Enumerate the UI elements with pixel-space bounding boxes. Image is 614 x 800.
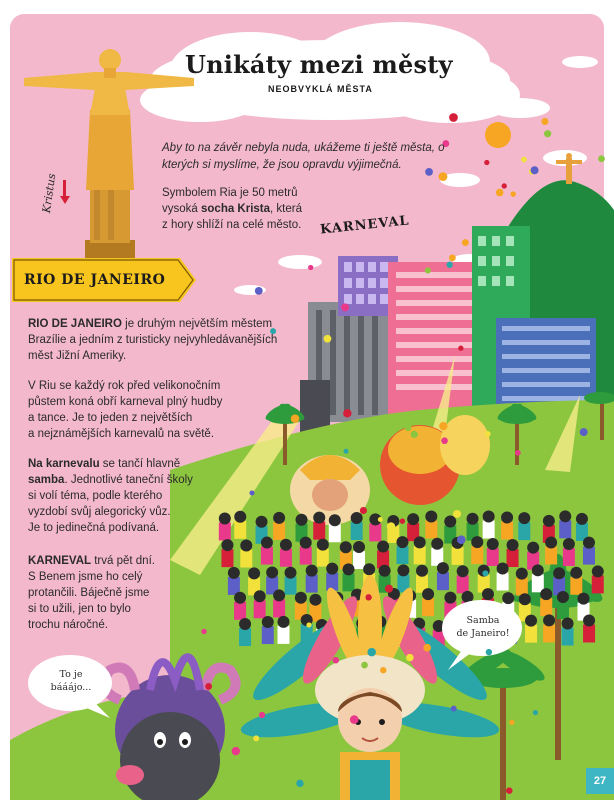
confetti-dot: [385, 585, 393, 593]
p1-line-2: Brazílie a jedním z turisticky nejvyhledávanějších: [28, 334, 278, 346]
crowd-person: [254, 590, 266, 618]
crowd-person: [221, 539, 233, 567]
crowd-person: [425, 511, 437, 539]
crowd-person: [507, 539, 519, 567]
crowd-person: [583, 614, 595, 642]
confetti-dot: [253, 735, 259, 741]
confetti-dot: [232, 747, 240, 755]
confetti-dot: [201, 629, 206, 634]
confetti-dot: [446, 262, 452, 268]
confetti-dot: [365, 594, 371, 600]
speech-bubble-left-text: [40, 668, 102, 694]
confetti-dot: [296, 780, 303, 787]
caption-part: , která: [270, 203, 302, 215]
caption-bold: socha Krista: [201, 203, 271, 215]
crowd-person: [471, 536, 483, 564]
p3-rest-2: . Jednotlivé taneční školy: [64, 474, 193, 486]
crowd-person: [563, 538, 575, 566]
confetti-dot: [482, 570, 488, 576]
p4-rest: trvá pět dní.: [91, 555, 155, 567]
p2-line-3: a tance. Je to jeden z největších: [28, 412, 193, 424]
crowd-person: [377, 541, 389, 569]
crowd-person: [557, 591, 569, 619]
p3-rest-1: se tančí hlavně: [99, 458, 181, 470]
confetti-dot: [533, 710, 538, 715]
crowd-person: [273, 512, 285, 540]
p3-line-3: si volí téma, podle kterého: [28, 490, 163, 502]
p3-line-4: vyzdobí svůj alegorický vůz.: [28, 506, 171, 518]
crowd-person: [261, 537, 273, 565]
statue-caption-line-3: z hory shlíží na celé město.: [162, 219, 302, 231]
p4-line-1: [28, 553, 155, 569]
confetti-dot: [359, 434, 368, 443]
crowd-person: [457, 565, 469, 593]
crowd-person: [285, 567, 297, 595]
confetti-dot: [341, 303, 349, 311]
p3-line-2: [28, 472, 193, 488]
statue-caption-line-1: Symbolem Ria je 50 metrů: [162, 187, 298, 199]
crowd-person: [516, 568, 528, 596]
p2-line-2: půstem koná obří karneval plný hudby: [28, 396, 223, 408]
confetti-dot: [451, 706, 457, 712]
paragraph-1: [28, 316, 277, 364]
p4-line-2: S Benem jsme ho celý: [28, 571, 143, 583]
confetti-dot: [453, 510, 461, 518]
confetti-dot: [531, 166, 539, 174]
crowd-person: [437, 562, 449, 590]
confetti-dot: [380, 667, 386, 673]
kristus-label: Kristus: [40, 172, 59, 214]
crowd-person: [313, 512, 325, 540]
confetti-dot: [515, 450, 521, 456]
crowd-person: [576, 513, 588, 541]
confetti-dot: [306, 622, 311, 627]
confetti-dot: [544, 130, 551, 137]
confetti-dot: [387, 522, 396, 531]
p1-rest: je druhým největším městem: [121, 318, 273, 330]
speech-bubble-right-text: [448, 614, 518, 640]
confetti-dot: [521, 157, 527, 163]
confetti-dot: [255, 287, 263, 295]
p3-bold-2: samba: [28, 474, 65, 486]
confetti-dot: [360, 507, 367, 514]
crowd-person: [396, 536, 408, 564]
paragraph-2: [28, 378, 222, 442]
bubble-right-line-1: Samba: [466, 615, 500, 626]
confetti-dot: [510, 191, 515, 196]
crowd-person: [306, 565, 318, 593]
crowd-person: [553, 567, 565, 595]
p3-line-5: Je to jedinečná podívaná.: [28, 522, 160, 534]
p1-line-3: měst Jižní Ameriky.: [28, 350, 127, 362]
crowd-person: [228, 567, 240, 595]
p4-line-3: protančili. Báječně jsme: [28, 587, 150, 599]
crowd-person: [414, 536, 426, 564]
crowd-person: [353, 541, 365, 569]
statue-caption-line-2: [162, 201, 302, 217]
confetti-dot: [423, 644, 431, 652]
crowd-person: [351, 512, 363, 540]
confetti-dot: [502, 183, 507, 188]
confetti-dot: [400, 518, 405, 523]
sun: [485, 122, 511, 148]
confetti-dot: [486, 649, 492, 655]
bubble-left-line-2: bááájo...: [50, 682, 92, 693]
confetti-dot: [457, 535, 466, 544]
confetti-dot: [509, 720, 514, 725]
crowd-person: [497, 563, 509, 591]
city-sign-label: RIO DE JANEIRO: [24, 272, 166, 288]
crowd-person: [525, 615, 537, 643]
confetti-dot: [249, 490, 254, 495]
p1-bold: RIO DE JANEIRO: [28, 318, 122, 330]
confetti-dot: [378, 517, 383, 522]
crowd-person: [326, 563, 338, 591]
confetti-dot: [484, 160, 489, 165]
confetti-dot: [343, 409, 351, 417]
confetti-dot: [425, 267, 431, 273]
crowd-person: [300, 537, 312, 565]
confetti-dot: [308, 265, 313, 270]
crowd-person: [219, 512, 231, 540]
crowd-person: [240, 540, 252, 568]
p2-line-4: a nejznámějších karnevalů na světě.: [28, 428, 215, 440]
crowd-person: [583, 537, 595, 565]
crowd-person: [343, 563, 355, 591]
p3-line-1: [28, 456, 193, 472]
intro-text: Aby to na závěr nebyla nuda, ukážeme ti ještě města, o kterých si myslíme, že jsou opravdu výjimečná.: [162, 142, 445, 171]
confetti-dot: [441, 437, 448, 444]
caption-part: vysoká: [162, 203, 201, 215]
confetti-dot: [291, 414, 300, 423]
crowd-person: [234, 511, 246, 539]
p4-line-5: trochu náročné.: [28, 619, 108, 631]
statue-caption: [162, 185, 302, 233]
crowd-person: [317, 539, 329, 567]
confetti-dot: [449, 113, 458, 122]
confetti-dot: [324, 335, 332, 343]
p2-line-1: V Riu se každý rok před velikonočním: [28, 380, 221, 392]
page-subtitle: NEOBVYKLÁ MĚSTA: [268, 84, 373, 94]
p4-line-4: si to užili, jen to bylo: [28, 603, 131, 615]
crowd-person: [273, 589, 285, 617]
confetti-dot: [259, 712, 265, 718]
crowd-person: [280, 539, 292, 567]
confetti-dot: [462, 239, 469, 246]
karneval-label: KARNEVAL: [319, 213, 411, 238]
page-title: Unikáty mezi městy: [185, 50, 453, 79]
confetti-dot: [205, 683, 212, 690]
crowd-person: [329, 514, 341, 542]
confetti-dot: [541, 118, 548, 125]
bubble-left-line-1: To je: [59, 669, 83, 680]
confetti-dot: [411, 431, 418, 438]
confetti-dot: [405, 424, 412, 431]
confetti-dot: [367, 648, 376, 657]
crowd-person: [501, 511, 513, 539]
crowd-person: [570, 567, 582, 595]
bubble-right-line-2: de Janeiro!: [456, 628, 510, 639]
crowd-person: [487, 538, 499, 566]
crowd-person: [422, 588, 434, 616]
crowd-person: [483, 511, 495, 539]
crowd-person: [239, 618, 251, 646]
crowd-person: [543, 614, 555, 642]
confetti-dot: [439, 422, 447, 430]
paragraph-4: [28, 553, 155, 633]
crowd-person: [262, 616, 274, 644]
page-number: 27: [586, 768, 614, 794]
confetti-dot: [580, 428, 588, 436]
p1-line-1: [28, 316, 277, 332]
confetti-dot: [350, 715, 359, 724]
paragraph-3: [28, 456, 193, 536]
crowd-person: [431, 538, 443, 566]
confetti-dot: [406, 654, 414, 662]
crowd-person: [234, 592, 246, 620]
confetti-dot: [598, 155, 605, 162]
crowd-person: [518, 512, 530, 540]
crowd-person: [532, 564, 544, 592]
crowd-person: [540, 588, 552, 616]
confetti-dot: [485, 431, 491, 437]
crowd-person: [559, 510, 571, 538]
confetti-dot: [332, 657, 339, 664]
confetti-dot: [496, 189, 504, 197]
crowd-person: [545, 536, 557, 564]
crowd-person: [592, 565, 604, 593]
p4-bold: KARNEVAL: [28, 555, 92, 567]
confetti-dot: [361, 662, 368, 669]
p3-bold-1: Na karnevalu: [28, 458, 100, 470]
confetti-dot: [506, 787, 513, 794]
crowd-person: [277, 616, 289, 644]
confetti-dot: [449, 254, 456, 261]
crowd-person: [562, 618, 574, 646]
confetti-dot: [344, 449, 349, 454]
confetti-dot: [458, 346, 463, 351]
